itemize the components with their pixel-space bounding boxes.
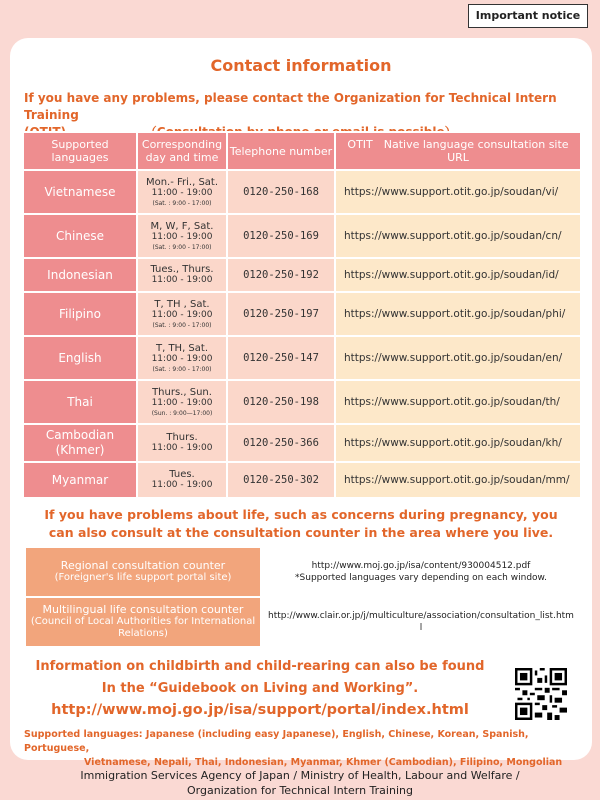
hours-label: 11:00 - 19:00 <box>151 443 213 453</box>
hours-note: (Sat. : 9:00 - 17:00) <box>152 321 212 329</box>
counter-row <box>25 597 581 647</box>
counter-subtitle: (Foreigner's life support portal site) <box>54 572 232 583</box>
row-language: Myanmar <box>23 462 137 498</box>
counter-name <box>25 597 261 647</box>
header-languages: Supported languages <box>23 132 137 170</box>
row-url-link[interactable]: https://www.support.otit.go.jp/soudan/id/ <box>335 258 581 292</box>
row-days <box>137 380 227 424</box>
row-days <box>137 214 227 258</box>
page-title: Contact information <box>210 56 392 75</box>
guidebook-url-link[interactable]: http://www.moj.go.jp/isa/support/portal/index.html <box>51 702 469 718</box>
counter-url-cell <box>261 547 581 597</box>
counter-subtitle: (Council of Local Authorities for International Relations) <box>30 616 256 639</box>
counter-url-link[interactable]: http://www.moj.go.jp/isa/content/930004512.pdf <box>311 561 531 571</box>
row-language: Chinese <box>23 214 137 258</box>
table-row <box>23 170 581 214</box>
langs-line2: Vietnamese, Nepali, Thai, Indonesian, Myanmar, Khmer (Cambodian), Filipino, Mongolian <box>84 757 563 768</box>
row-url-link[interactable]: https://www.support.otit.go.jp/soudan/kh/ <box>335 424 581 462</box>
days-label: Thurs. <box>166 432 198 443</box>
subtitle-line1: If you have any problems, please contact the Organization for Technical Intern Training <box>24 91 557 122</box>
hours-note: (Sat. : 9:00 - 17:00) <box>152 243 212 251</box>
supported-languages <box>24 728 584 770</box>
hours-note: (Sat. : 9:00 - 17:00) <box>152 199 212 207</box>
row-language: Indonesian <box>23 258 137 292</box>
row-telephone[interactable]: 0120-250-198 <box>227 380 335 424</box>
header-url: OTIT Native language consultation site URL <box>335 132 581 170</box>
langs-line1: Supported languages: Japanese (including easy Japanese), English, Chinese, Korean, Spanish, Portuguese, <box>24 729 529 754</box>
row-telephone[interactable]: 0120-250-147 <box>227 336 335 380</box>
days-label: Tues., Thurs. <box>150 264 214 275</box>
guide-line1: Information on childbirth and child-rearing can also be found <box>35 659 485 674</box>
table-row <box>23 380 581 424</box>
hours-label: 11:00 - 19:00 <box>151 275 213 285</box>
counter-row <box>25 547 581 597</box>
life-line2: can also consult at the consultation counter in the area where you live. <box>48 525 554 540</box>
row-url-link[interactable]: https://www.support.otit.go.jp/soudan/phi/ <box>335 292 581 336</box>
hours-note: (Sat. : 9:00 - 17:00) <box>152 365 212 373</box>
row-language: Filipino <box>23 292 137 336</box>
contact-table <box>22 131 582 499</box>
qr-code-icon[interactable] <box>515 668 567 720</box>
days-label: T, TH, Sat. <box>155 342 209 354</box>
header-telephone: Telephone number <box>227 132 335 170</box>
row-telephone[interactable]: 0120-250-302 <box>227 462 335 498</box>
row-telephone[interactable]: 0120-250-366 <box>227 424 335 462</box>
row-telephone[interactable]: 0120-250-169 <box>227 214 335 258</box>
footer-organizations <box>0 768 600 798</box>
table-row <box>23 292 581 336</box>
row-language: Thai <box>23 380 137 424</box>
days-label: Thurs., Sun. <box>152 386 212 398</box>
table-header-row <box>23 132 581 170</box>
row-language: Cambodian (Khmer) <box>23 424 137 462</box>
guidebook-info <box>10 656 510 700</box>
row-days <box>137 258 227 292</box>
row-language: English <box>23 336 137 380</box>
row-url-link[interactable]: https://www.support.otit.go.jp/soudan/mm/ <box>335 462 581 498</box>
table-row <box>23 258 581 292</box>
contact-card <box>10 38 592 768</box>
table-row <box>23 214 581 258</box>
row-telephone[interactable]: 0120-250-197 <box>227 292 335 336</box>
days-label: Tues. <box>169 469 195 480</box>
hours-label: 11:00 - 19:00 <box>151 353 213 364</box>
row-url-link[interactable]: https://www.support.otit.go.jp/soudan/en/ <box>335 336 581 380</box>
hours-label: 11:00 - 19:00 <box>151 231 213 242</box>
row-url-link[interactable]: https://www.support.otit.go.jp/soudan/vi/ <box>335 170 581 214</box>
header-days: Corresponding day and time <box>137 132 227 170</box>
hours-label: 11:00 - 19:00 <box>151 480 213 490</box>
counter-title: Multilingual life consultation counter <box>42 603 244 616</box>
footer-line2: Organization for Technical Intern Training <box>187 784 413 797</box>
row-telephone[interactable]: 0120-250-168 <box>227 170 335 214</box>
row-days <box>137 336 227 380</box>
hours-label: 11:00 - 19:00 <box>151 397 213 408</box>
table-row <box>23 424 581 462</box>
counters-table <box>24 546 582 648</box>
row-language: Vietnamese <box>23 170 137 214</box>
row-days <box>137 170 227 214</box>
days-label: Mon.- Fri., Sat. <box>145 176 219 188</box>
table-row <box>23 336 581 380</box>
counter-note: *Supported languages vary depending on each window. <box>295 573 547 583</box>
row-days <box>137 424 227 462</box>
row-url-link[interactable]: https://www.support.otit.go.jp/soudan/cn/ <box>335 214 581 258</box>
row-days <box>137 462 227 498</box>
table-row <box>23 462 581 498</box>
counter-url-link[interactable]: http://www.clair.or.jp/j/multiculture/association/consultation_list.html <box>268 611 574 633</box>
footer-line1: Immigration Services Agency of Japan / Ministry of Health, Labour and Welfare / <box>80 769 520 782</box>
life-line1: If you have problems about life, such as concerns during pregnancy, you <box>44 507 558 522</box>
hours-label: 11:00 - 19:00 <box>151 187 213 198</box>
guide-line2: In the “Guidebook on Living and Working”. <box>101 681 419 696</box>
hours-note: (Sun. : 9:00—17:00) <box>151 409 213 417</box>
days-label: T, TH , Sat. <box>154 298 210 310</box>
days-label: M, W, F, Sat. <box>150 220 214 232</box>
row-url-link[interactable]: https://www.support.otit.go.jp/soudan/th/ <box>335 380 581 424</box>
counter-url-cell <box>261 597 581 647</box>
life-consultation-heading <box>10 506 592 542</box>
hours-label: 11:00 - 19:00 <box>151 309 213 320</box>
row-telephone[interactable]: 0120-250-192 <box>227 258 335 292</box>
counter-name <box>25 547 261 597</box>
row-days <box>137 292 227 336</box>
important-notice-badge: Important notice <box>468 4 588 28</box>
counter-title: Regional consultation counter <box>60 559 226 572</box>
